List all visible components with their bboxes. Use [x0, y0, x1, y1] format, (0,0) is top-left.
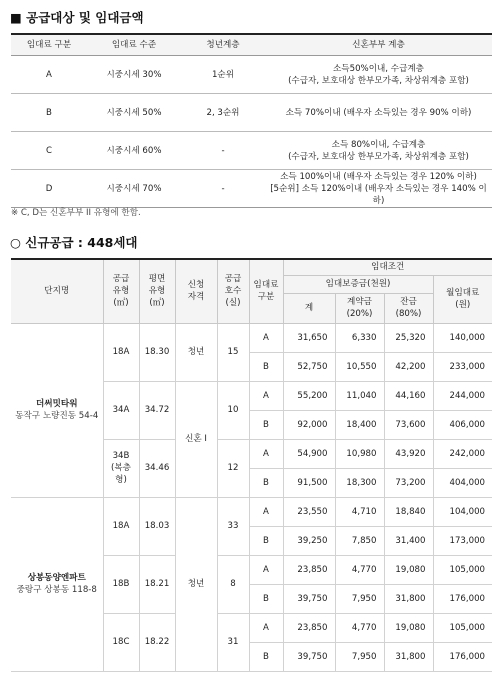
new-supply-table: [11, 258, 492, 672]
table-row: 상봉동양엔파트 중랑구 상봉동 118-8 18A 18.03 청년 33 A 23,550 4,710 18,840 104,000: [11, 497, 492, 526]
table-row: B 시중시세 50% 2, 3순위 소득 70%이내 (배우자 소득있는 경우 90% 이하): [11, 94, 492, 132]
table-row: B 39,250 7,850 31,400 173,000: [11, 526, 492, 555]
table-row: B 39,750 7,950 31,800 176,000: [11, 584, 492, 613]
table-row: B 92,000 18,400 73,600 406,000: [11, 410, 492, 439]
header-newlywed: 신혼부부 계층: [265, 34, 492, 56]
table-row: 34B (복층형) 34.46 12 A 54,900 10,980 43,920 242,000: [11, 439, 492, 468]
header-rent-level: 임대료 수준: [87, 34, 181, 56]
complex-cell: 더써밋타워 동작구 노량진동 54-4: [11, 323, 103, 497]
table-row: 18C 18.22 31 A 23,850 4,770 19,080 105,000: [11, 613, 492, 642]
table-row: A 시중시세 30% 1순위 소득50%이내, 수급계층 (수급자, 보호대상 한부모가족, 차상위계층 포함): [11, 56, 492, 94]
table-row: B 39,750 7,950 31,800 176,000: [11, 642, 492, 671]
rent-level-table: [11, 33, 492, 208]
table-row: 더써밋타워 동작구 노량진동 54-4 18A 18.30 청년 15 A 31,650 6,330 25,320 140,000: [11, 323, 492, 352]
header-youth: 청년계층: [181, 34, 265, 56]
table-row: 34A 34.72 신혼 I 10 A 55,200 11,040 44,160 244,000: [11, 381, 492, 410]
header-rent-class: 임대료 구분: [11, 34, 87, 56]
header-row-1: 단지명 공급 유형 (㎡) 평면 유형 (㎡) 신청 자격 공급 호수 (실) 임대료 구분 임대조건: [11, 259, 492, 275]
table-header-row: [11, 34, 492, 56]
table-row: B 91,500 18,300 73,200 404,000: [11, 468, 492, 497]
header-row-2: 임대보증금(천원) 월임대료 (원): [11, 275, 492, 293]
table-row: C 시중시세 60% - 소득 80%이내, 수급계층 (수급자, 보호대상 한부모가족, 차상위계층 포함): [11, 132, 492, 170]
section2-title: ○ 신규공급 : 448세대: [10, 235, 138, 250]
table-row: D 시중시세 70% - 소득 100%이내 (배우자 소득있는 경우 120% 이하) [5순위] 소득 120%이내 (배우자 소득있는 경우 140% 이하): [45, 171, 487, 206]
table-row: B 52,750 10,550 42,200 233,000: [11, 352, 492, 381]
header-row-3: 계 계약금 (20%) 잔금 (80%): [11, 293, 492, 323]
table-row: 18B 18.21 8 A 23,850 4,770 19,080 105,000: [11, 555, 492, 584]
complex-cell: 상봉동양엔파트 중랑구 상봉동 118-8: [11, 497, 103, 671]
eligibility-note: ※ C, D는 신혼부부 II 유형에 한함.: [11, 208, 141, 218]
section1-title: ■ 공급대상 및 임대금액: [10, 10, 144, 25]
